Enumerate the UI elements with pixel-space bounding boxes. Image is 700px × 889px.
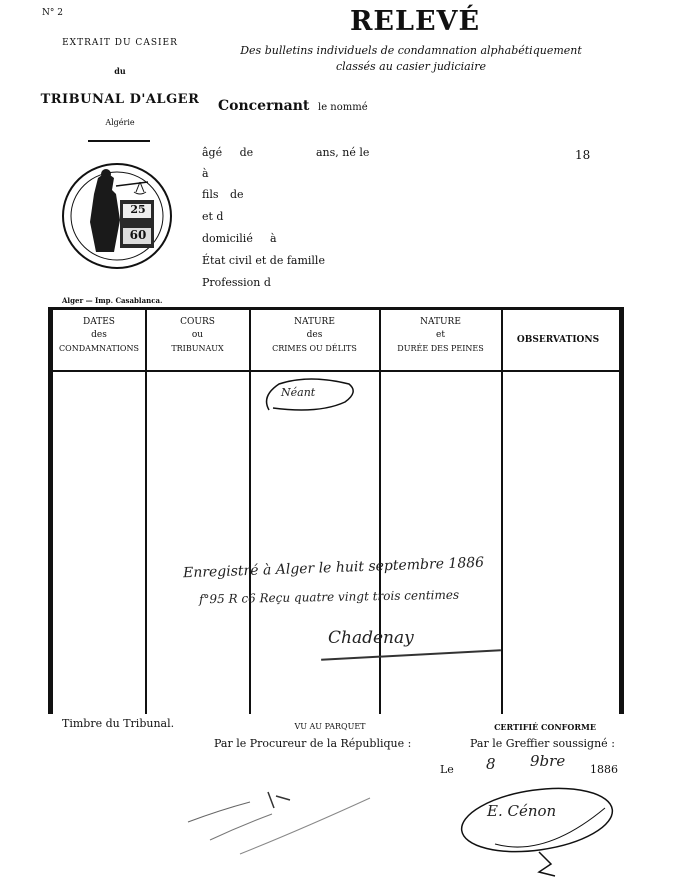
parquet-signature-mark (180, 770, 400, 860)
date-day: 8 (486, 755, 496, 773)
extrait-du: du (114, 66, 126, 76)
greffier-signature-text: E. Cénon (487, 802, 557, 820)
extrait-label: EXTRAIT DU CASIER (62, 38, 178, 48)
domicile-a-label: à (270, 232, 277, 245)
registration-signature: Chadenay (328, 628, 414, 648)
born-label: ans, né le (316, 146, 370, 159)
born-place-label: à (202, 167, 209, 180)
neant-text: Néant (281, 386, 316, 399)
age-label: âgé de (202, 146, 254, 159)
tribunal-name: TRIBUNAL D'ALGER (40, 92, 200, 107)
column-header-courts: COURS ou TRIBUNAUX (171, 317, 224, 353)
column-header-dates: DATES des CONDAMNATIONS (59, 317, 139, 353)
stamp-value-bottom: 60 (129, 228, 147, 242)
greffier-label: Par le Greffier soussigné : (470, 737, 615, 750)
greffier-signature (455, 778, 625, 878)
column-header-observations: OBSERVATIONS (516, 335, 600, 345)
concernant-label: Concernant (218, 98, 310, 114)
date-year: 1886 (590, 763, 618, 776)
date-month: 9bre (530, 752, 566, 770)
neant-entry (259, 376, 363, 416)
registration-line-2: f°95 R c6 Reçu quatre vingt trois centimes (198, 587, 460, 607)
stamp-value-top: 25 (130, 203, 146, 216)
nomme-label: le nommé (318, 102, 368, 113)
date-le-label: Le (440, 763, 454, 776)
region-label: Algérie (105, 118, 135, 127)
profession-label: Profession d (202, 276, 271, 289)
header-divider (88, 140, 150, 142)
civil-status-label: État civil et de famille (202, 254, 325, 267)
mother-label: et d (202, 210, 224, 223)
year-prefix: 18 (575, 148, 591, 162)
registration-line-1: Enregistré à Alger le huit septembre 1886 (182, 554, 485, 582)
convictions-table (48, 307, 624, 714)
signature-underline (321, 649, 501, 660)
printer-credit: Alger — Imp. Casablanca. (62, 296, 163, 305)
procureur-label: Par le Procureur de la République : (214, 737, 412, 750)
document-title: RELEVÉ (349, 6, 481, 37)
father-label: fils de (202, 188, 244, 201)
tribunal-stamp-label: Timbre du Tribunal. (62, 717, 175, 730)
form-number: N° 2 (42, 8, 63, 18)
title-subtitle-1: Des bulletins individuels de condamnation alphabétiquement (240, 44, 582, 57)
domicile-label: domicilié (202, 232, 253, 245)
column-header-sentences: NATURE et DURÉE DES PEINES (397, 317, 484, 353)
title-subtitle-2: classés au casier judiciaire (335, 60, 487, 73)
column-header-crimes: NATURE des CRIMES OU DÉLITS (272, 317, 357, 353)
certifie-conforme: CERTIFIÉ CONFORME (494, 722, 596, 732)
tribunal-seal (58, 160, 176, 272)
vu-au-parquet: VU AU PARQUET (294, 722, 366, 731)
